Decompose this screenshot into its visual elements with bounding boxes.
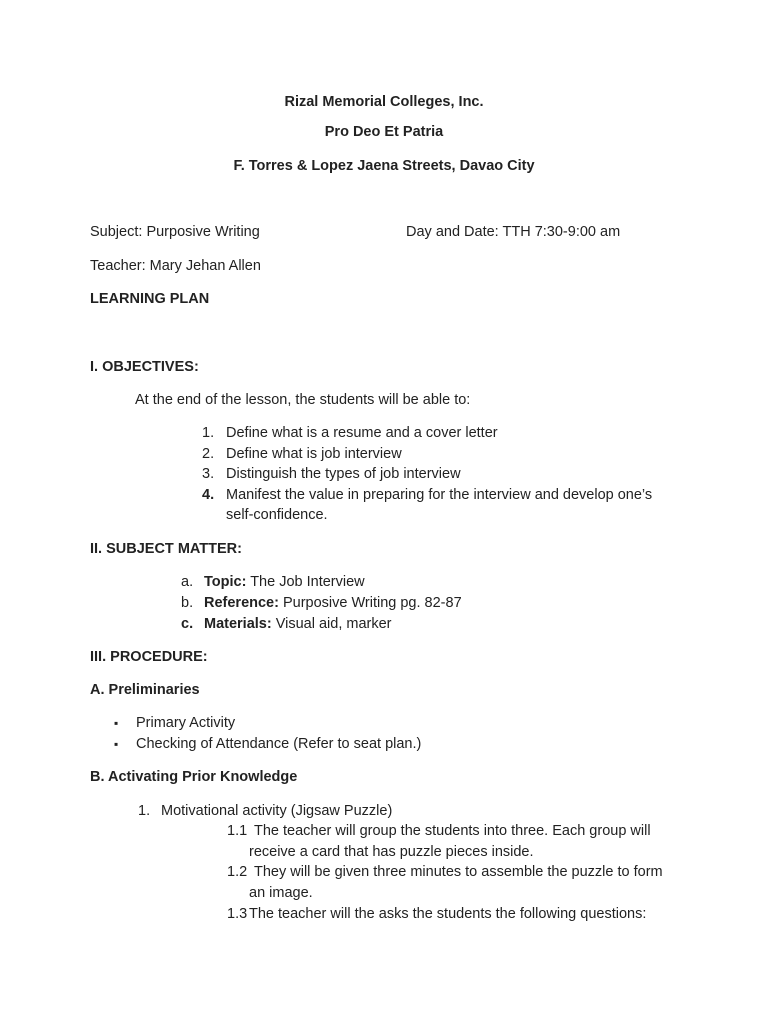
subitem-text: The teacher will group the students into three. Each group will: [254, 823, 651, 839]
subject-matter-heading: II. SUBJECT MATTER:: [90, 541, 242, 557]
subitem-text-continued: an image.: [249, 885, 313, 901]
objective-text: Distinguish the types of job interview: [226, 466, 461, 482]
subitem-number: 1.3: [227, 906, 248, 922]
day-date-value: TTH 7:30-9:00 am: [502, 224, 621, 240]
subitem-number: 1.2: [227, 864, 248, 880]
activating-heading: B. Activating Prior Knowledge: [90, 769, 298, 785]
subject-matter-value: Visual aid, marker: [275, 616, 392, 632]
subject-matter-value: The Job Interview: [250, 574, 365, 590]
bullet-icon: ▪: [114, 716, 119, 730]
subject-matter-letter: c.: [181, 616, 194, 632]
subject-matter-letter: b.: [181, 595, 194, 611]
bullet-icon: ▪: [114, 737, 119, 751]
day-date-line: [406, 222, 620, 242]
subject-matter-label: Reference:: [204, 595, 279, 611]
subject-matter-letter: a.: [181, 574, 194, 590]
preliminary-item: Primary Activity: [136, 715, 236, 731]
objective-text: Define what is job interview: [226, 446, 402, 462]
objectives-heading: I. OBJECTIVES:: [90, 359, 199, 375]
objective-number: 1.: [202, 425, 215, 441]
subject-matter-item: [204, 593, 462, 613]
objective-number: 2.: [202, 446, 215, 462]
activity-number: 1.: [138, 803, 151, 819]
subject-matter-item: [204, 572, 365, 592]
objective-text-continued: self-confidence.: [226, 507, 328, 523]
subitem-number: 1.1: [227, 823, 248, 839]
school-name: Rizal Memorial Colleges, Inc.: [284, 94, 484, 110]
subject-value: Purposive Writing: [146, 224, 260, 240]
preliminaries-heading: A. Preliminaries: [90, 682, 200, 698]
plan-title: LEARNING PLAN: [90, 291, 210, 307]
day-date-label: Day and Date:: [406, 224, 499, 240]
subitem-text: They will be given three minutes to assemble the puzzle to form: [254, 864, 663, 880]
subject-line: [90, 222, 260, 242]
objective-number: 4.: [202, 487, 215, 503]
teacher-label: Teacher:: [90, 258, 146, 274]
subject-matter-value: Purposive Writing pg. 82-87: [282, 595, 462, 611]
activity-text: Motivational activity (Jigsaw Puzzle): [161, 803, 393, 819]
school-address: F. Torres & Lopez Jaena Streets, Davao City: [233, 158, 535, 174]
objectives-intro: At the end of the lesson, the students will be able to:: [135, 392, 471, 408]
objective-text: Manifest the value in preparing for the interview and develop one’s: [226, 487, 653, 503]
preliminary-item: Checking of Attendance (Refer to seat plan.): [136, 736, 422, 752]
subject-label: Subject:: [90, 224, 143, 240]
objective-text: Define what is a resume and a cover letter: [226, 425, 498, 441]
school-motto: Pro Deo Et Patria: [324, 124, 444, 140]
subject-matter-label: Materials:: [204, 616, 272, 632]
subject-matter-item: [204, 614, 392, 634]
subitem-text: The teacher will the asks the students the following questions:: [249, 906, 647, 922]
objective-number: 3.: [202, 466, 215, 482]
teacher-line: [90, 256, 261, 276]
teacher-value: Mary Jehan Allen: [149, 258, 261, 274]
subject-matter-label: Topic:: [204, 574, 247, 590]
subitem-text-continued: receive a card that has puzzle pieces inside.: [249, 844, 534, 860]
procedure-heading: III. PROCEDURE:: [90, 649, 208, 665]
